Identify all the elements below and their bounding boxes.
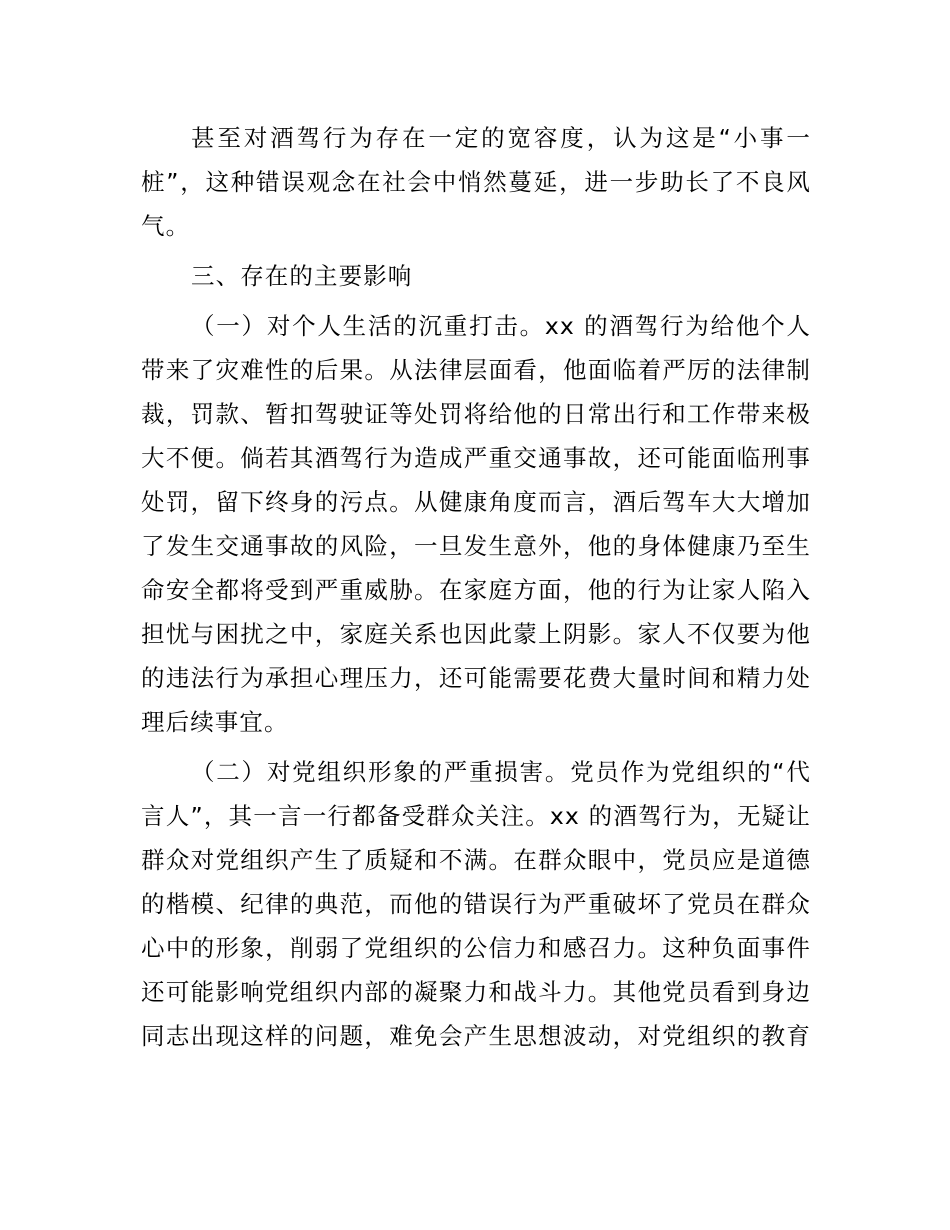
text-line: 甚至对酒驾行为存在一定的宽容度，认为这是“小事一 xyxy=(191,124,811,152)
text-line: （一）对个人生活的沉重打击。xx 的酒驾行为给他个人 xyxy=(191,312,811,340)
paragraph-party-image-impact xyxy=(141,756,811,1064)
text-line: 的违法行为承担心理压力，还可能需要花费大量时间和精力处 xyxy=(141,664,811,692)
text-line: 裁，罚款、暂扣驾驶证等处罚将给他的日常出行和工作带来极 xyxy=(141,400,811,428)
text-line: 处罚，留下终身的污点。从健康角度而言，酒后驾车大大增加 xyxy=(141,488,811,516)
text-line: （二）对党组织形象的严重损害。党员作为党组织的“代 xyxy=(191,758,811,786)
text-line: 大不便。倘若其酒驾行为造成严重交通事故，还可能面临刑事 xyxy=(141,444,811,472)
text-line: 命安全都将受到严重威胁。在家庭方面，他的行为让家人陷入 xyxy=(141,576,811,604)
section-heading xyxy=(141,260,811,304)
text-line: 心中的形象，削弱了党组织的公信力和感召力。这种负面事件 xyxy=(141,934,811,962)
section-heading-text: 三、存在的主要影响 xyxy=(191,262,413,290)
text-line: 还可能影响党组织内部的凝聚力和战斗力。其他党员看到身边 xyxy=(141,978,811,1006)
text-line: 带来了灾难性的后果。从法律层面看，他面临着严厉的法律制 xyxy=(141,356,811,384)
text-line: 理后续事宜。 xyxy=(141,708,289,736)
text-line: 同志出现这样的问题，难免会产生思想波动，对党组织的教育 xyxy=(141,1022,811,1050)
text-line: 了发生交通事故的风险，一旦发生意外，他的身体健康乃至生 xyxy=(141,532,811,560)
text-line: 气。 xyxy=(141,212,191,240)
paragraph-continuation xyxy=(141,122,811,254)
paragraph-personal-impact xyxy=(141,310,811,750)
text-line: 的楷模、纪律的典范，而他的错误行为严重破坏了党员在群众 xyxy=(141,890,811,918)
text-line: 群众对党组织产生了质疑和不满。在群众眼中，党员应是道德 xyxy=(141,846,811,874)
text-line: 言人”，其一言一行都备受群众关注。xx 的酒驾行为，无疑让 xyxy=(141,802,811,830)
text-line: 桩”，这种错误观念在社会中悄然蔓延，进一步助长了不良风 xyxy=(141,168,811,196)
document-body xyxy=(141,122,811,1070)
text-line: 担忧与困扰之中，家庭关系也因此蒙上阴影。家人不仅要为他 xyxy=(141,620,811,648)
